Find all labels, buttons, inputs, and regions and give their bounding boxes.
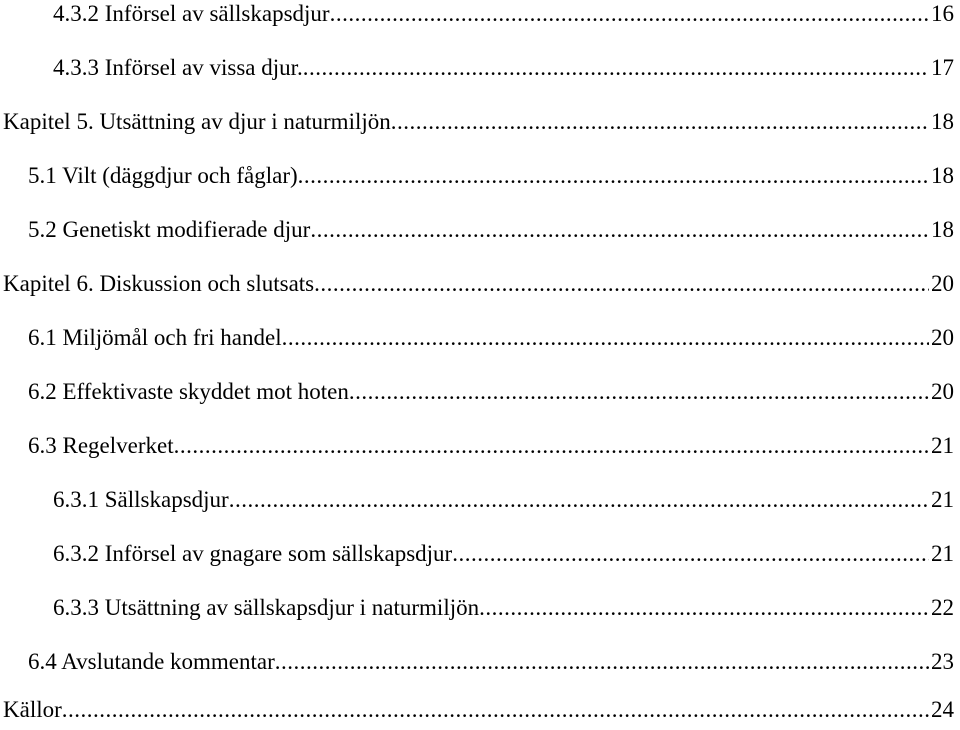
toc-entry-title: 6.3 Regelverket [28, 433, 174, 458]
toc-leader-dots [452, 534, 929, 574]
toc-entry-title: 5.1 Vilt (däggdjur och fåglar) [28, 163, 298, 188]
toc-entry-page: 21 [931, 487, 954, 512]
toc-entry-page: 20 [931, 325, 954, 350]
toc-entry[interactable] [53, 0, 954, 34]
toc-entry-title: 5.2 Genetiskt modifierade djur [28, 217, 311, 242]
toc-leader-dots [275, 642, 929, 682]
toc-entry-title: Kapitel 6. Diskussion och slutsats [3, 271, 315, 296]
toc-entry-title: 4.3.2 Införsel av sällskapsdjur [53, 1, 330, 26]
toc-entry-page: 24 [931, 697, 954, 722]
toc-entry-page: 22 [931, 595, 954, 620]
toc-entry-title: 6.3.3 Utsättning av sällskapsdjur i naturmiljön [53, 595, 480, 620]
toc-leader-dots [229, 480, 929, 520]
toc-leader-dots [479, 588, 929, 628]
toc-entry[interactable] [53, 48, 954, 88]
toc-entry[interactable] [3, 264, 954, 304]
toc-entry-title: 6.2 Effektivaste skyddet mot hoten [28, 379, 349, 404]
toc-entry[interactable] [28, 642, 954, 682]
toc-entry[interactable] [3, 102, 954, 142]
toc-leader-dots [310, 210, 929, 250]
toc-entry-page: 17 [931, 55, 954, 80]
toc-entry-page: 18 [931, 217, 954, 242]
toc-entry[interactable] [53, 534, 954, 574]
toc-entry-page: 21 [931, 433, 954, 458]
toc-entry-page: 18 [931, 163, 954, 188]
toc-entry[interactable] [28, 210, 954, 250]
toc-entry-title: Källor [3, 697, 62, 722]
toc-leader-dots [282, 318, 929, 358]
toc-entry-title: 6.4 Avslutande kommentar [28, 649, 275, 674]
toc-entry-page: 16 [931, 1, 954, 26]
toc-entry-title: 4.3.3 Införsel av vissa djur. [53, 55, 303, 80]
toc-entry-page: 20 [931, 379, 954, 404]
toc-entry[interactable] [53, 588, 954, 628]
toc-entry-title: 6.1 Miljömål och fri handel [28, 325, 282, 350]
toc-leader-dots [62, 690, 929, 730]
toc-entry[interactable] [28, 372, 954, 412]
toc-entry[interactable] [28, 156, 954, 196]
toc-entry[interactable] [53, 480, 954, 520]
toc-leader-dots [391, 102, 929, 142]
toc-leader-dots [174, 426, 929, 466]
toc-entry-page: 18 [931, 109, 954, 134]
toc-leader-dots [330, 0, 929, 34]
toc-entry-title: Kapitel 5. Utsättning av djur i naturmiljön [3, 109, 391, 134]
toc-leader-dots [303, 48, 929, 88]
toc-entry-title: 6.3.2 Införsel av gnagare som sällskapsdjur [53, 541, 453, 566]
toc-leader-dots [314, 264, 929, 304]
toc-leader-dots [298, 156, 929, 196]
toc-entry-page: 23 [931, 649, 954, 674]
toc-entry-page: 20 [931, 271, 954, 296]
toc-entry[interactable] [3, 690, 954, 721]
toc-leader-dots [349, 372, 929, 412]
toc-entry-title: 6.3.1 Sällskapsdjur [53, 487, 229, 512]
toc-entry[interactable] [28, 426, 954, 466]
toc-entry-page: 21 [931, 541, 954, 566]
toc-entry[interactable] [28, 318, 954, 358]
